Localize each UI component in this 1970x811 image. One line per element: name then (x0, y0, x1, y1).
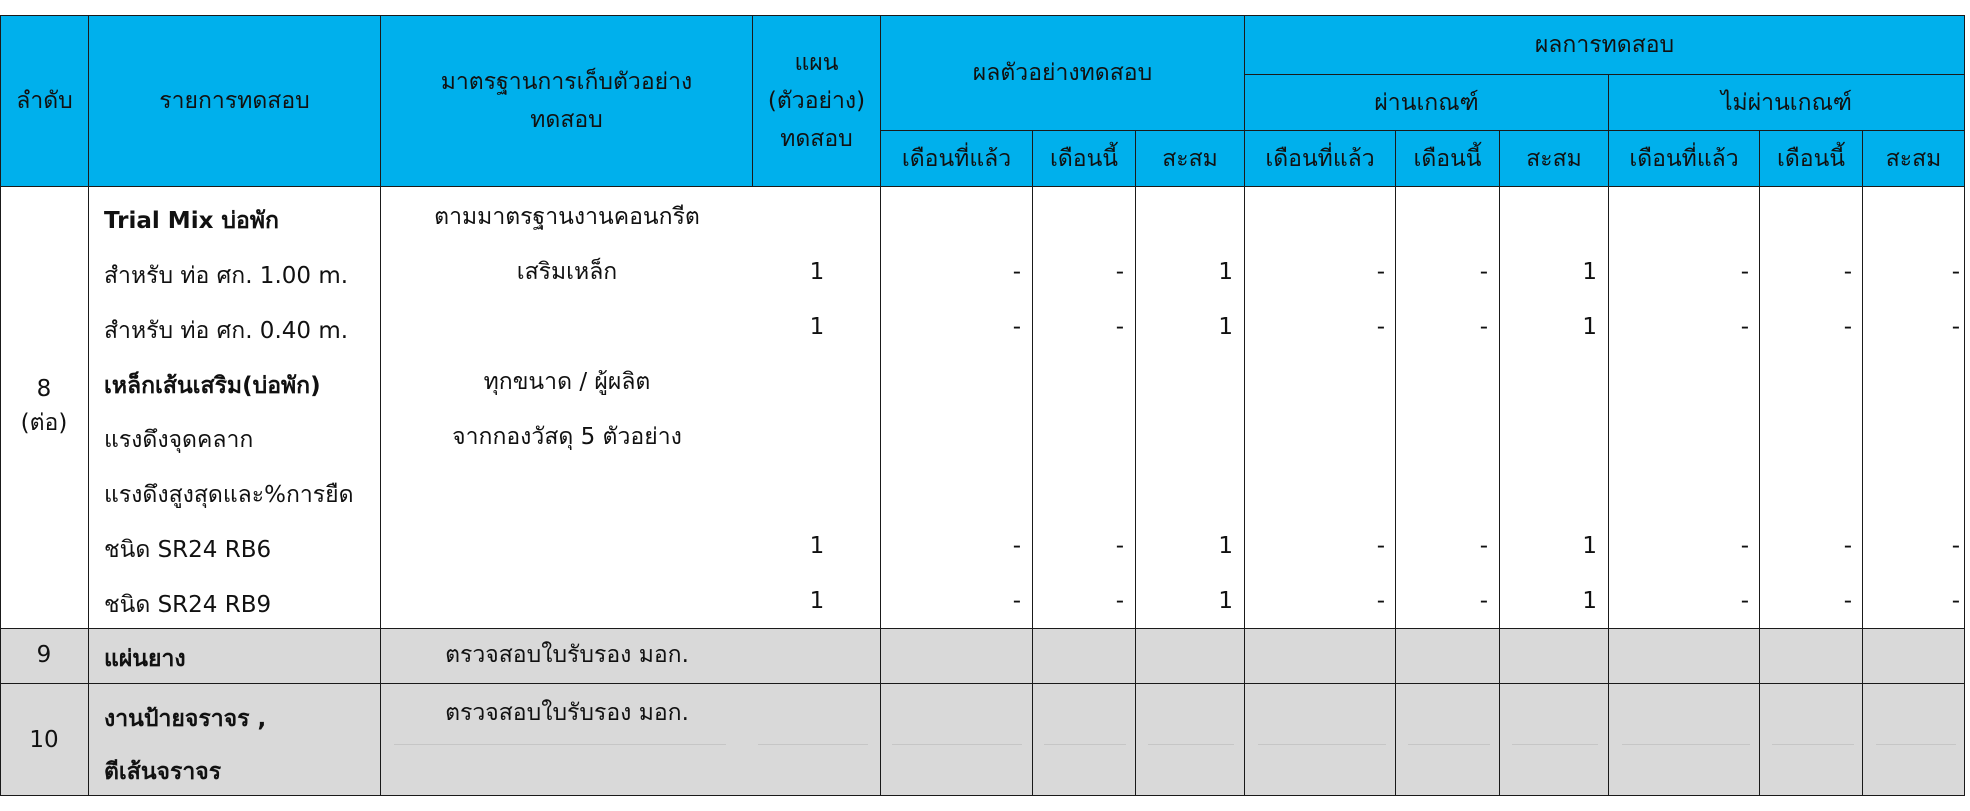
row8-cell-r3-c6: 1 (1582, 588, 1597, 614)
header-sample-cumulative-label: สะสม (1162, 145, 1218, 172)
header-plan-line3: ทดสอบ (780, 126, 853, 152)
header-test-results-label: ผลการทดสอบ (1534, 32, 1675, 58)
row10-item-line2: ตีเส้นจราจร (104, 759, 222, 785)
row8-cell-r1-c9: - (1951, 314, 1960, 340)
row10-background (0, 683, 1965, 795)
row10-rule-standard (394, 744, 726, 745)
header-sample-prev-month (881, 131, 1033, 187)
row8-cell-r1-c2: - (1115, 314, 1124, 340)
row9-background (0, 628, 1965, 683)
row10-rule-c1 (892, 744, 1022, 745)
row8-cell-r0-c4: - (1376, 259, 1385, 285)
row8-cell-r2-c2: - (1115, 533, 1124, 559)
header-pass (1245, 75, 1609, 131)
row8-cell-r1-c7: - (1740, 314, 1749, 340)
row8-item-4: แรงดึงจุดคลาก (104, 427, 254, 453)
row8-cell-r2-c5: - (1479, 533, 1488, 559)
row10-rule-c2 (1044, 744, 1126, 745)
row8-cell-r0-c7: - (1740, 259, 1749, 285)
row8-cell-r1-c6: 1 (1582, 314, 1597, 340)
header-pass-prev-month-label: เดือนที่แล้ว (1265, 145, 1375, 172)
row10-rule-c8 (1772, 744, 1854, 745)
row9-top-border (0, 628, 1965, 629)
col-line-13 (1964, 187, 1965, 796)
header-seq (0, 15, 89, 187)
header-standard (381, 15, 753, 187)
row10-rule-c4 (1258, 744, 1386, 745)
row10-seq: 10 (29, 727, 59, 753)
header-fail-this-month (1760, 131, 1863, 187)
row10-rule-c3 (1148, 744, 1234, 745)
row8-cell-r1-c5: - (1479, 314, 1488, 340)
header-sample-prev-month-label: เดือนที่แล้ว (901, 145, 1012, 172)
row8-cell-r0-c3: 1 (1218, 259, 1233, 285)
row8-cell-r3-c2: - (1115, 588, 1124, 614)
row8-item-7: ชนิด SR24 RB9 (104, 592, 272, 618)
header-seq-label: ลำดับ (16, 88, 73, 114)
row8-seq (0, 372, 88, 440)
header-fail-prev-month (1609, 131, 1760, 187)
row8-standard-2: ทุกขนาด / ผู้ผลิต (483, 369, 651, 395)
col-line-1 (88, 187, 89, 796)
header-plan-line2: (ตัวอย่าง) (767, 88, 866, 114)
row9-standard: ตรวจสอบใบรับรอง มอก. (445, 642, 689, 668)
row8-cell-r2-c9: - (1951, 533, 1960, 559)
header-sample-cumulative (1136, 131, 1245, 187)
row8-cell-r0-c2: - (1115, 259, 1124, 285)
row10-rule-c7 (1622, 744, 1750, 745)
row8-cell-r1-c4: - (1376, 314, 1385, 340)
row8-cell-r2-c8: - (1843, 533, 1852, 559)
row8-cell-r3-c4: - (1376, 588, 1385, 614)
row8-item-1: สำหรับ ท่อ ศก. 1.00 m. (104, 263, 349, 289)
row8-cell-r1-c1: - (1012, 314, 1021, 340)
row8-seq-cont: (ต่อ) (20, 410, 68, 436)
row8-cell-r0-c1: - (1012, 259, 1021, 285)
row8-item-5: แรงดึงสูงสุดและ%การยืด (104, 482, 354, 508)
row8-cell-r0-c9: - (1951, 259, 1960, 285)
row10-rule-plan (758, 744, 868, 745)
header-fail-cumulative (1863, 131, 1965, 187)
col-line-0 (0, 187, 1, 796)
row8-cell-r3-c0: 1 (809, 588, 825, 614)
row9-seq: 9 (36, 642, 52, 668)
row8-item-2: สำหรับ ท่อ ศก. 0.40 m. (104, 318, 349, 344)
row8-item-3: เหล็กเส้นเสริม(บ่อพัก) (104, 373, 321, 399)
header-plan-line1: แผน (794, 50, 839, 76)
row8-cell-r1-c3: 1 (1218, 314, 1233, 340)
header-test-results (1245, 15, 1965, 75)
row10-standard: ตรวจสอบใบรับรอง มอก. (445, 700, 689, 726)
header-pass-cumulative-label: สะสม (1526, 145, 1582, 172)
header-item-label: รายการทดสอบ (159, 88, 310, 114)
header-pass-this-month (1396, 131, 1500, 187)
row8-cell-r3-c1: - (1012, 588, 1021, 614)
row10-rule-c9 (1876, 744, 1956, 745)
header-pass-cumulative (1500, 131, 1609, 187)
row8-cell-r3-c8: - (1843, 588, 1852, 614)
header-pass-prev-month (1245, 131, 1396, 187)
row8-standard-1: เสริมเหล็ก (516, 259, 618, 285)
header-fail-cumulative-label: สะสม (1885, 145, 1942, 172)
row8-cell-r0-c8: - (1843, 259, 1852, 285)
header-item (89, 15, 381, 187)
row8-item-6: ชนิด SR24 RB6 (104, 537, 272, 563)
header-sample-results-label: ผลตัวอย่างทดสอบ (972, 60, 1153, 86)
header-standard-line1: มาตรฐานการเก็บตัวอย่าง (440, 69, 693, 95)
header-sample-this-month-label: เดือนนี้ (1049, 145, 1119, 172)
row8-cell-r2-c7: - (1740, 533, 1749, 559)
row10-rule-c5 (1408, 744, 1490, 745)
row8-standard-0: ตามมาตรฐานงานคอนกรีต (434, 204, 700, 230)
row8-cell-r2-c1: - (1012, 533, 1021, 559)
header-sample-this-month (1033, 131, 1136, 187)
row10-item-line1: งานป้ายจราจร , (104, 706, 267, 732)
header-standard-line2: ทดสอบ (530, 107, 603, 133)
row8-cell-r3-c7: - (1740, 588, 1749, 614)
header-fail-this-month-label: เดือนนี้ (1776, 145, 1846, 172)
row8-cell-r2-c0: 1 (809, 533, 825, 559)
header-pass-this-month-label: เดือนนี้ (1413, 145, 1482, 172)
row8-seq-number: 8 (36, 376, 52, 402)
row8-cell-r1-c0: 1 (809, 314, 825, 340)
row8-cell-r0-c5: - (1479, 259, 1488, 285)
header-fail (1609, 75, 1965, 131)
header-fail-prev-month-label: เดือนที่แล้ว (1629, 145, 1739, 172)
row8-cell-r0-c0: 1 (809, 259, 825, 285)
row9-item: แผ่นยาง (104, 646, 186, 672)
header-sample-results (881, 15, 1245, 131)
header-plan (753, 15, 881, 187)
table-bottom-border (0, 795, 1965, 796)
row8-cell-r0-c6: 1 (1582, 259, 1597, 285)
row8-item-0: Trial Mix บ่อพัก (104, 208, 279, 234)
row8-cell-r1-c8: - (1843, 314, 1852, 340)
header-pass-label: ผ่านเกณฑ์ (1374, 89, 1479, 116)
header-fail-label: ไม่ผ่านเกณฑ์ (1720, 89, 1853, 116)
row8-cell-r3-c5: - (1479, 588, 1488, 614)
row8-standard-3: จากกองวัสดุ 5 ตัวอย่าง (452, 424, 682, 450)
row10-top-border (0, 683, 1965, 684)
row10-rule-c6 (1512, 744, 1598, 745)
row8-cell-r2-c4: - (1376, 533, 1385, 559)
row8-cell-r2-c6: 1 (1582, 533, 1597, 559)
row8-cell-r3-c3: 1 (1218, 588, 1233, 614)
row8-cell-r2-c3: 1 (1218, 533, 1233, 559)
row8-cell-r3-c9: - (1951, 588, 1960, 614)
